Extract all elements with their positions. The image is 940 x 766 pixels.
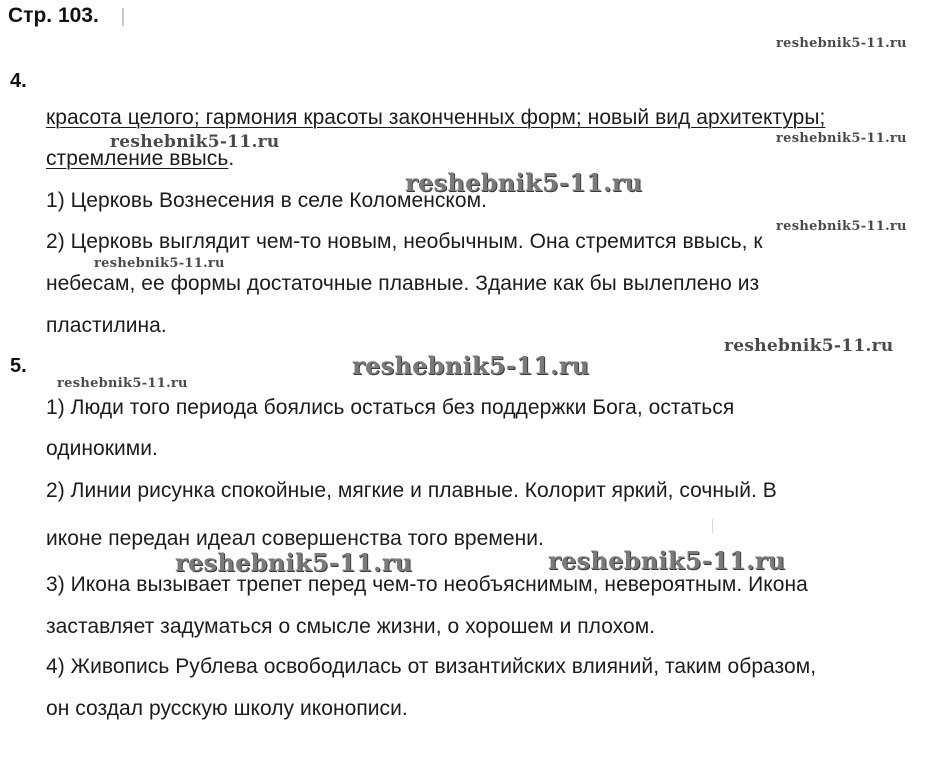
- task5-answer2-line2: иконе передан идеал совершенства того времени.: [46, 527, 544, 550]
- task4-answer2-line2: небесам, ее формы достаточные плавные. Здание как бы вылеплено из: [46, 272, 760, 295]
- watermark: reshebnik5-11.ru: [724, 336, 894, 356]
- task5-answer4-line2: он создал русскую школу иконописи.: [46, 697, 408, 720]
- task4-answer1: 1) Церковь Вознесения в селе Коломенском.: [46, 189, 487, 212]
- watermark: reshebnik5-11.ru: [776, 219, 907, 234]
- watermark: reshebnik5-11.ru: [776, 36, 907, 51]
- watermark: reshebnik5-11.ru: [57, 376, 188, 391]
- watermark: reshebnik5-11.ru: [405, 168, 643, 197]
- watermark: reshebnik5-11.ru: [110, 132, 280, 152]
- task4-answer2-line1: 2) Церковь выглядит чем-то новым, необычным. Она стремится ввысь, к: [46, 230, 763, 253]
- scan-mark: [712, 519, 713, 533]
- task4-keywords-line2: [46, 147, 234, 171]
- watermark: reshebnik5-11.ru: [548, 546, 786, 575]
- task5-answer1-line1: 1) Люди того периода боялись остаться без поддержки Бога, остаться: [46, 396, 735, 419]
- keywords-underlined: красота целого; гармония красоты законченных форм; новый вид архитектуры;: [46, 106, 826, 129]
- task5-answer4-line1: 4) Живопись Рублева освободилась от византийских влияний, таким образом,: [46, 655, 817, 678]
- task5-answer3-line1: 3) Икона вызывает трепет перед чем-то необъяснимым, невероятным. Икона: [46, 573, 808, 596]
- heading-divider: [122, 8, 124, 26]
- watermark: reshebnik5-11.ru: [776, 131, 907, 146]
- keywords-period: .: [228, 147, 235, 170]
- page-title: Стр. 103.: [8, 4, 99, 27]
- task-number: 4.: [10, 70, 27, 92]
- task-number: 5.: [10, 355, 27, 377]
- task5-answer2-line1: 2) Линии рисунка спокойные, мягкие и плавные. Колорит яркий, сочный. В: [46, 479, 777, 502]
- task4-keywords-line1: [46, 106, 825, 130]
- watermark: reshebnik5-11.ru: [94, 256, 225, 271]
- keywords-underlined: стремление ввысь: [46, 147, 229, 170]
- task4-answer2-line3: пластилина.: [46, 314, 167, 337]
- task5-answer1-line2: одинокими.: [46, 437, 158, 460]
- watermark: reshebnik5-11.ru: [352, 351, 590, 380]
- watermark: reshebnik5-11.ru: [175, 548, 413, 577]
- task5-answer3-line2: заставляет задуматься о смысле жизни, о хорошем и плохом.: [46, 615, 656, 638]
